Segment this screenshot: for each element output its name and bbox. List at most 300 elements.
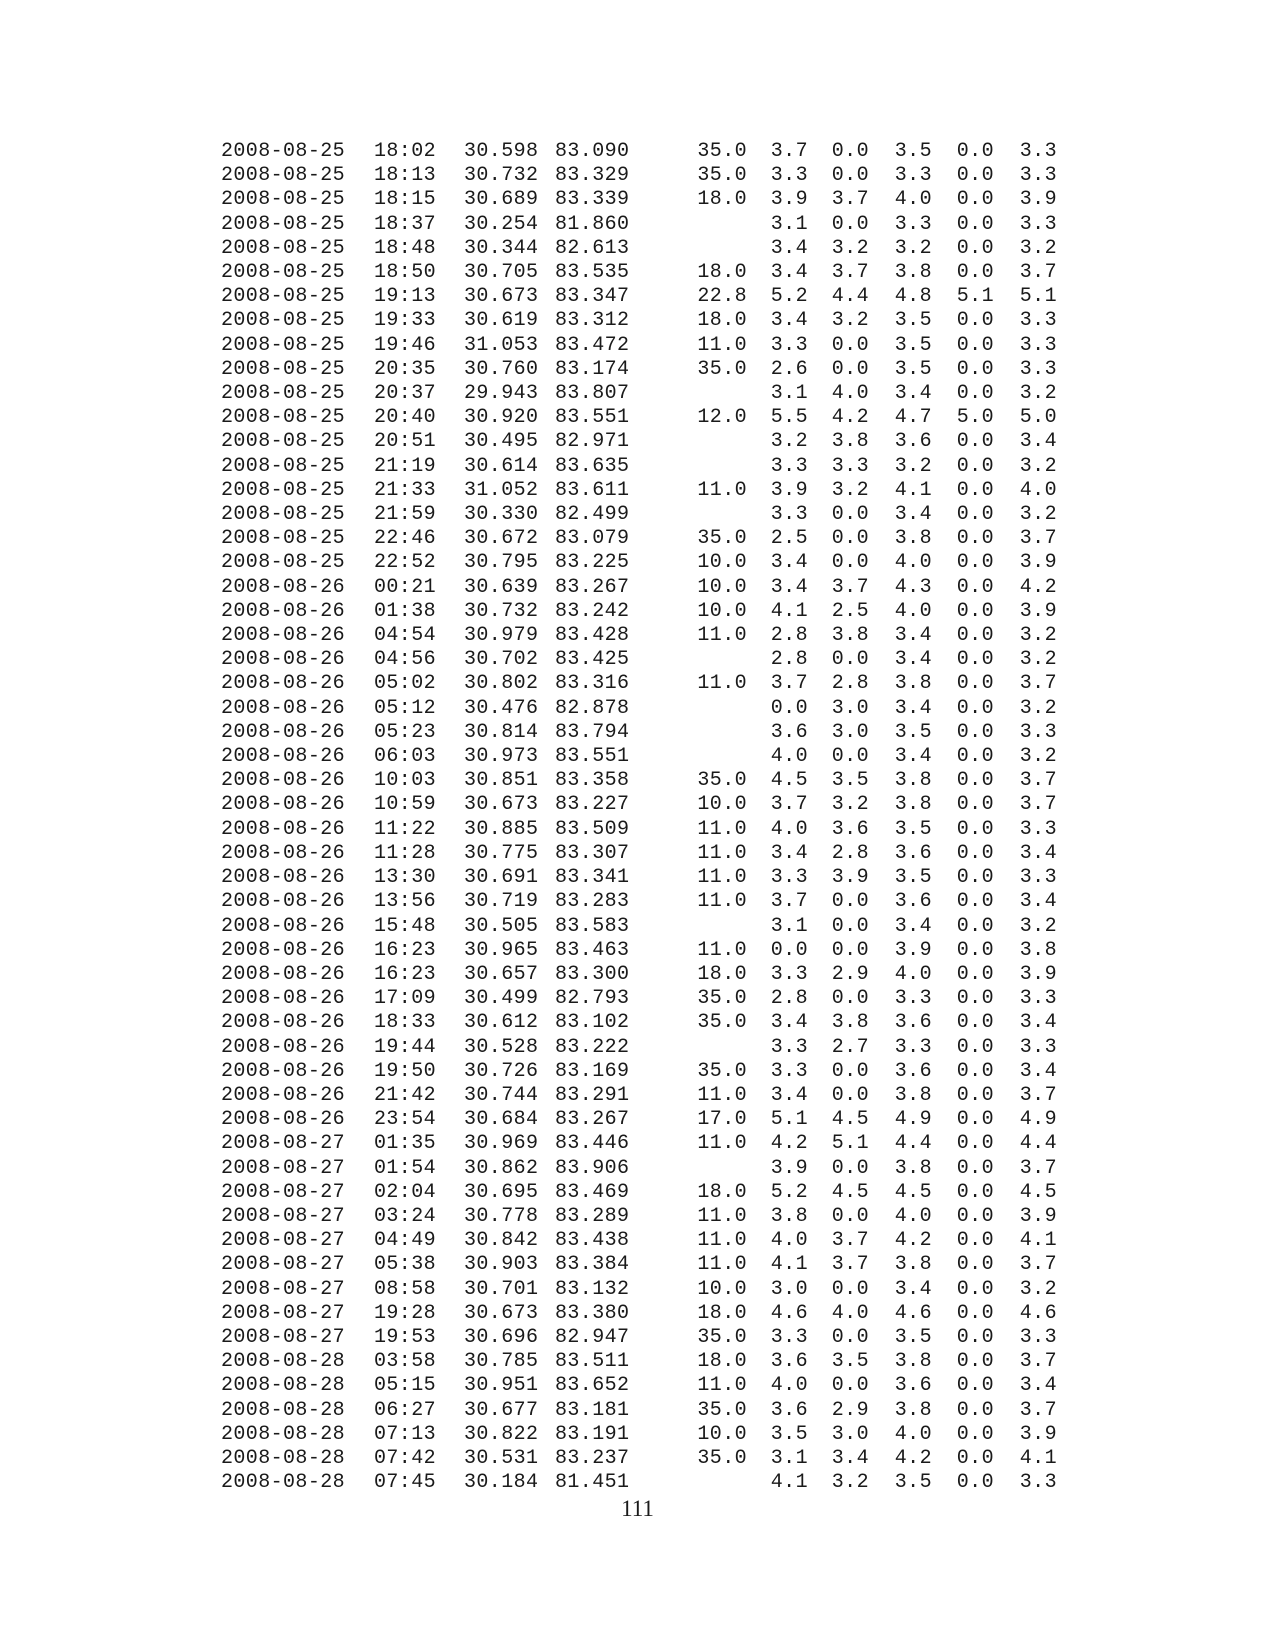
depth-cell: 11.0 [697,817,747,841]
date-cell: 2008-08-28 [221,1422,346,1446]
date-cell: 2008-08-25 [221,212,346,236]
date-cell: 2008-08-26 [221,599,346,623]
value1-cell: 3.3 [770,962,808,986]
depth-cell: 35.0 [697,1325,747,1349]
value2-cell: 4.0 [831,1301,869,1325]
value4-cell: 0.0 [956,140,994,163]
depth-cell [672,213,747,237]
depth-cell: 10.0 [697,599,747,623]
value3-cell: 3.2 [894,236,932,260]
value4-cell: 0.0 [956,1204,994,1228]
table-row [221,1157,1057,1181]
latitude-cell: 30.885 [464,817,539,841]
date-cell: 2008-08-25 [221,551,346,575]
date-cell: 2008-08-27 [221,1325,346,1349]
table-row [221,818,1057,842]
date-cell: 2008-08-28 [221,1398,346,1422]
latitude-cell: 30.673 [464,793,539,817]
latitude-cell: 30.689 [464,188,539,212]
longitude-cell: 83.300 [555,962,630,986]
value1-cell: 3.7 [770,140,808,163]
value2-cell: 0.0 [831,987,869,1011]
table-row [221,285,1057,309]
time-cell: 03:58 [374,1350,437,1374]
table-row [221,1423,1057,1447]
time-cell: 05:23 [374,720,437,744]
depth-cell [672,1471,747,1495]
latitude-cell: 30.184 [464,1471,539,1495]
longitude-cell: 83.222 [555,1035,630,1059]
value2-cell: 3.7 [831,188,869,212]
date-cell: 2008-08-25 [221,357,346,381]
value3-cell: 3.4 [894,503,932,527]
value2-cell: 4.5 [831,1180,869,1204]
date-cell: 2008-08-28 [221,1471,346,1495]
value3-cell: 3.3 [894,164,932,188]
table-row [221,455,1057,479]
table-row [221,600,1057,624]
table-row [221,164,1057,188]
value2-cell: 3.3 [831,454,869,478]
value2-cell: 3.6 [831,817,869,841]
value3-cell: 3.9 [894,938,932,962]
value1-cell: 0.0 [770,696,808,720]
date-cell: 2008-08-26 [221,962,346,986]
value4-cell: 0.0 [956,1398,994,1422]
time-cell: 21:33 [374,478,437,502]
value2-cell: 3.0 [831,696,869,720]
value5-cell: 3.3 [1019,333,1057,357]
value4-cell: 0.0 [956,1277,994,1301]
latitude-cell: 31.052 [464,478,539,502]
longitude-cell: 83.469 [555,1180,630,1204]
value2-cell: 0.0 [831,745,869,769]
depth-cell: 35.0 [697,1446,747,1470]
latitude-cell: 30.732 [464,599,539,623]
value4-cell: 0.0 [956,1350,994,1374]
value4-cell: 0.0 [956,478,994,502]
longitude-cell: 83.906 [555,1156,630,1180]
value5-cell: 3.7 [1019,793,1057,817]
latitude-cell: 30.719 [464,890,539,914]
time-cell: 07:45 [374,1471,437,1495]
value4-cell: 0.0 [956,696,994,720]
value1-cell: 3.3 [770,503,808,527]
value3-cell: 4.7 [894,406,932,430]
value3-cell: 4.9 [894,1108,932,1132]
latitude-cell: 30.951 [464,1374,539,1398]
depth-cell: 11.0 [697,866,747,890]
table-row [221,1132,1057,1156]
depth-cell: 10.0 [697,551,747,575]
time-cell: 07:13 [374,1422,437,1446]
time-cell: 21:42 [374,1083,437,1107]
value3-cell: 3.4 [894,1277,932,1301]
table-row [221,1302,1057,1326]
value4-cell: 0.0 [956,745,994,769]
time-cell: 18:37 [374,212,437,236]
value1-cell: 3.9 [770,1156,808,1180]
date-cell: 2008-08-27 [221,1132,346,1156]
value5-cell: 3.3 [1019,309,1057,333]
value2-cell: 3.7 [831,261,869,285]
time-cell: 21:19 [374,454,437,478]
value1-cell: 5.1 [770,1108,808,1132]
value2-cell: 4.5 [831,1108,869,1132]
value3-cell: 4.2 [894,1446,932,1470]
depth-cell [672,1157,747,1181]
value4-cell: 0.0 [956,1301,994,1325]
value3-cell: 4.0 [894,551,932,575]
value5-cell: 4.9 [1019,1108,1057,1132]
time-cell: 04:54 [374,624,437,648]
value3-cell: 4.5 [894,1180,932,1204]
value4-cell: 0.0 [956,1422,994,1446]
value5-cell: 3.4 [1019,841,1057,865]
longitude-cell: 83.794 [555,720,630,744]
latitude-cell: 30.612 [464,1011,539,1035]
longitude-cell: 83.329 [555,164,630,188]
value3-cell: 3.6 [894,430,932,454]
value1-cell: 3.7 [770,890,808,914]
longitude-cell: 83.341 [555,866,630,890]
depth-cell [672,697,747,721]
latitude-cell: 30.744 [464,1083,539,1107]
depth-cell: 18.0 [697,1350,747,1374]
date-cell: 2008-08-27 [221,1229,346,1253]
longitude-cell: 83.347 [555,285,630,309]
longitude-cell: 83.511 [555,1350,630,1374]
value2-cell: 0.0 [831,890,869,914]
value3-cell: 3.6 [894,1011,932,1035]
time-cell: 19:13 [374,285,437,309]
time-cell: 05:12 [374,696,437,720]
table-row [221,769,1057,793]
depth-cell: 11.0 [697,1229,747,1253]
value4-cell: 0.0 [956,188,994,212]
time-cell: 13:56 [374,890,437,914]
value4-cell: 0.0 [956,261,994,285]
latitude-cell: 30.760 [464,357,539,381]
table-row [221,1471,1057,1495]
value3-cell: 3.5 [894,1325,932,1349]
date-cell: 2008-08-25 [221,478,346,502]
value5-cell: 3.2 [1019,503,1057,527]
value2-cell: 0.0 [831,140,869,163]
value5-cell: 5.1 [1019,285,1057,309]
date-cell: 2008-08-25 [221,140,346,163]
depth-cell: 35.0 [697,164,747,188]
longitude-cell: 83.102 [555,1011,630,1035]
table-row [221,140,1057,164]
time-cell: 16:23 [374,962,437,986]
latitude-cell: 30.775 [464,841,539,865]
longitude-cell: 83.289 [555,1204,630,1228]
value1-cell: 2.6 [770,357,808,381]
value4-cell: 0.0 [956,551,994,575]
table-row [221,1084,1057,1108]
value4-cell: 0.0 [956,236,994,260]
table-row [221,672,1057,696]
value3-cell: 3.8 [894,1253,932,1277]
value2-cell: 2.9 [831,962,869,986]
value2-cell: 0.0 [831,1059,869,1083]
date-cell: 2008-08-27 [221,1277,346,1301]
longitude-cell: 83.428 [555,624,630,648]
time-cell: 20:37 [374,382,437,406]
value5-cell: 3.2 [1019,382,1057,406]
latitude-cell: 30.254 [464,212,539,236]
latitude-cell: 30.702 [464,648,539,672]
table-row [221,527,1057,551]
longitude-cell: 83.425 [555,648,630,672]
value4-cell: 0.0 [956,938,994,962]
time-cell: 11:28 [374,841,437,865]
value2-cell: 0.0 [831,1374,869,1398]
value4-cell: 0.0 [956,720,994,744]
longitude-cell: 83.174 [555,357,630,381]
value3-cell: 3.6 [894,1374,932,1398]
value3-cell: 3.8 [894,1083,932,1107]
value5-cell: 3.2 [1019,745,1057,769]
value4-cell: 0.0 [956,648,994,672]
time-cell: 00:21 [374,575,437,599]
value4-cell: 0.0 [956,841,994,865]
date-cell: 2008-08-25 [221,430,346,454]
value3-cell: 4.0 [894,599,932,623]
latitude-cell: 30.476 [464,696,539,720]
value3-cell: 4.3 [894,575,932,599]
table-row [221,406,1057,430]
value3-cell: 4.1 [894,478,932,502]
longitude-cell: 83.358 [555,769,630,793]
value1-cell: 3.6 [770,1398,808,1422]
latitude-cell: 30.673 [464,285,539,309]
date-cell: 2008-08-26 [221,817,346,841]
latitude-cell: 30.851 [464,769,539,793]
value4-cell: 0.0 [956,624,994,648]
latitude-cell: 30.639 [464,575,539,599]
value1-cell: 5.5 [770,406,808,430]
latitude-cell: 30.695 [464,1180,539,1204]
date-cell: 2008-08-26 [221,890,346,914]
longitude-cell: 83.316 [555,672,630,696]
date-cell: 2008-08-25 [221,333,346,357]
value2-cell: 3.5 [831,769,869,793]
value1-cell: 4.6 [770,1301,808,1325]
longitude-cell: 83.283 [555,890,630,914]
table-row [221,358,1057,382]
value3-cell: 3.8 [894,1156,932,1180]
depth-cell: 18.0 [697,261,747,285]
value2-cell: 0.0 [831,357,869,381]
date-cell: 2008-08-25 [221,527,346,551]
longitude-cell: 81.860 [555,212,630,236]
value5-cell: 3.4 [1019,890,1057,914]
value4-cell: 0.0 [956,1132,994,1156]
value4-cell: 0.0 [956,503,994,527]
depth-cell: 35.0 [697,527,747,551]
time-cell: 05:02 [374,672,437,696]
value5-cell: 3.3 [1019,212,1057,236]
value3-cell: 3.4 [894,624,932,648]
value4-cell: 0.0 [956,987,994,1011]
value5-cell: 4.1 [1019,1446,1057,1470]
value3-cell: 4.0 [894,188,932,212]
depth-cell: 35.0 [697,1059,747,1083]
table-row [221,1036,1057,1060]
value1-cell: 3.9 [770,478,808,502]
value4-cell: 5.0 [956,406,994,430]
value5-cell: 3.4 [1019,1374,1057,1398]
latitude-cell: 30.598 [464,140,539,163]
value2-cell: 3.2 [831,478,869,502]
date-cell: 2008-08-26 [221,1011,346,1035]
value3-cell: 3.5 [894,1471,932,1495]
value5-cell: 3.7 [1019,769,1057,793]
value5-cell: 3.4 [1019,1059,1057,1083]
value2-cell: 0.0 [831,212,869,236]
time-cell: 03:24 [374,1204,437,1228]
value1-cell: 3.4 [770,236,808,260]
depth-cell: 17.0 [697,1108,747,1132]
value2-cell: 0.0 [831,1277,869,1301]
time-cell: 06:03 [374,745,437,769]
depth-cell: 11.0 [697,333,747,357]
value2-cell: 2.8 [831,672,869,696]
value5-cell: 3.7 [1019,672,1057,696]
date-cell: 2008-08-25 [221,406,346,430]
date-cell: 2008-08-27 [221,1180,346,1204]
longitude-cell: 83.242 [555,599,630,623]
value2-cell: 4.0 [831,382,869,406]
latitude-cell: 30.726 [464,1059,539,1083]
value4-cell: 5.1 [956,285,994,309]
value5-cell: 3.3 [1019,987,1057,1011]
longitude-cell: 83.169 [555,1059,630,1083]
value2-cell: 0.0 [831,1156,869,1180]
value1-cell: 3.1 [770,212,808,236]
value1-cell: 3.3 [770,866,808,890]
time-cell: 07:42 [374,1446,437,1470]
latitude-cell: 30.677 [464,1398,539,1422]
value3-cell: 3.5 [894,309,932,333]
time-cell: 10:03 [374,769,437,793]
time-cell: 06:27 [374,1398,437,1422]
time-cell: 19:28 [374,1301,437,1325]
longitude-cell: 83.225 [555,551,630,575]
value1-cell: 4.1 [770,1253,808,1277]
value1-cell: 4.0 [770,1374,808,1398]
date-cell: 2008-08-28 [221,1446,346,1470]
value3-cell: 3.8 [894,793,932,817]
value1-cell: 3.7 [770,793,808,817]
latitude-cell: 30.903 [464,1253,539,1277]
table-row [221,503,1057,527]
time-cell: 17:09 [374,987,437,1011]
value1-cell: 3.4 [770,261,808,285]
depth-cell: 35.0 [697,769,747,793]
longitude-cell: 82.613 [555,236,630,260]
latitude-cell: 30.495 [464,430,539,454]
value2-cell: 0.0 [831,938,869,962]
depth-cell [672,430,747,454]
latitude-cell: 30.802 [464,672,539,696]
longitude-cell: 83.312 [555,309,630,333]
time-cell: 18:48 [374,236,437,260]
longitude-cell: 83.291 [555,1083,630,1107]
latitude-cell: 30.842 [464,1229,539,1253]
latitude-cell: 29.943 [464,382,539,406]
value5-cell: 3.7 [1019,1398,1057,1422]
value2-cell: 4.2 [831,406,869,430]
time-cell: 20:35 [374,357,437,381]
value1-cell: 3.2 [770,430,808,454]
value1-cell: 3.1 [770,914,808,938]
latitude-cell: 30.691 [464,866,539,890]
value1-cell: 3.3 [770,164,808,188]
date-cell: 2008-08-26 [221,1083,346,1107]
value5-cell: 3.3 [1019,357,1057,381]
table-row [221,213,1057,237]
time-cell: 04:49 [374,1229,437,1253]
value1-cell: 4.5 [770,769,808,793]
value1-cell: 3.8 [770,1204,808,1228]
value1-cell: 0.0 [770,938,808,962]
value4-cell: 0.0 [956,454,994,478]
value2-cell: 3.4 [831,1446,869,1470]
page-number: 111 [621,1496,654,1521]
value4-cell: 0.0 [956,575,994,599]
value1-cell: 4.2 [770,1132,808,1156]
value5-cell: 3.7 [1019,527,1057,551]
date-cell: 2008-08-26 [221,696,346,720]
longitude-cell: 81.451 [555,1471,630,1495]
value4-cell: 0.0 [956,866,994,890]
longitude-cell: 83.807 [555,382,630,406]
longitude-cell: 83.267 [555,1108,630,1132]
value1-cell: 2.5 [770,527,808,551]
date-cell: 2008-08-27 [221,1204,346,1228]
value3-cell: 4.2 [894,1229,932,1253]
value1-cell: 3.1 [770,1446,808,1470]
value4-cell: 0.0 [956,1229,994,1253]
depth-cell [672,915,747,939]
time-cell: 16:23 [374,938,437,962]
depth-cell: 18.0 [697,1180,747,1204]
time-cell: 18:15 [374,188,437,212]
depth-cell: 10.0 [697,1422,747,1446]
value5-cell: 3.3 [1019,817,1057,841]
value1-cell: 3.4 [770,1083,808,1107]
depth-cell: 18.0 [697,1301,747,1325]
table-row [221,1253,1057,1277]
table-row [221,1447,1057,1471]
table-row [221,648,1057,672]
table-row [221,697,1057,721]
longitude-cell: 82.971 [555,430,630,454]
depth-cell: 11.0 [697,841,747,865]
value2-cell: 4.4 [831,285,869,309]
table-row [221,866,1057,890]
time-cell: 20:40 [374,406,437,430]
table-row [221,1060,1057,1084]
longitude-cell: 82.793 [555,987,630,1011]
depth-cell: 11.0 [697,1374,747,1398]
value5-cell: 3.9 [1019,551,1057,575]
value1-cell: 3.4 [770,575,808,599]
latitude-cell: 30.701 [464,1277,539,1301]
